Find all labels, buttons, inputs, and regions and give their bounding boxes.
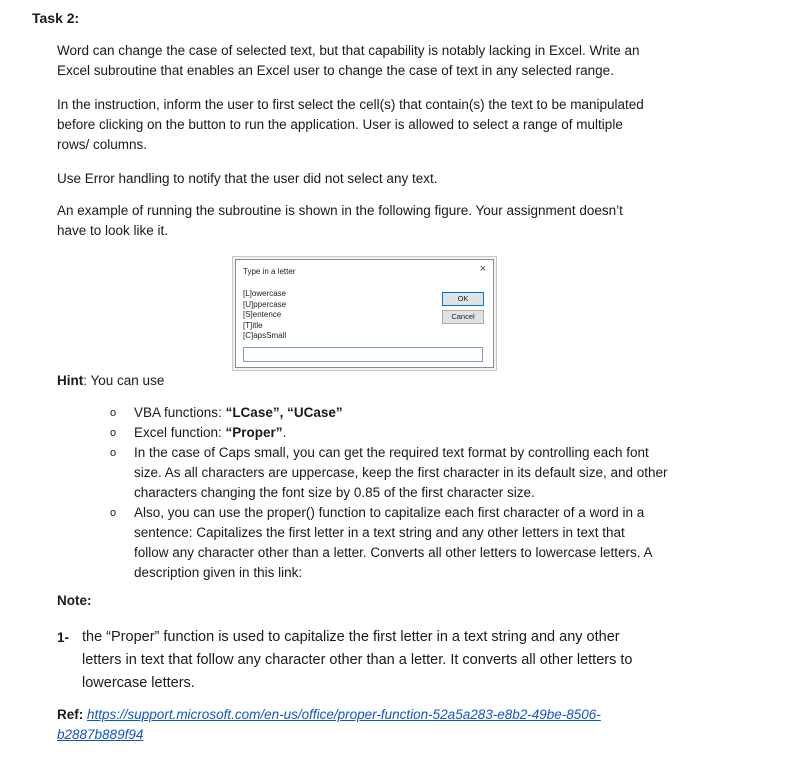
- prompt-line: [U]ppercase: [243, 299, 287, 309]
- paragraph-error-handling: [57, 169, 437, 189]
- paragraph-intro: [57, 41, 640, 81]
- bullet-text: Also, you can use the proper() function to capitalize each first character of a word in a: [134, 505, 645, 520]
- text-line: the “Proper” function is used to capitalize the first letter in a text string and any other: [82, 629, 620, 645]
- bullet-text: description given in this link:: [134, 565, 303, 580]
- text-line: before clicking on the button to run the application. User is allowed to select a range of multiple: [57, 117, 623, 132]
- text-line: rows/ columns.: [57, 137, 148, 152]
- prompt-line: [T]itle: [243, 320, 263, 330]
- bullet-text: VBA functions:: [134, 405, 226, 420]
- bullet-bold: “Proper”: [225, 425, 283, 440]
- note-list: [57, 626, 737, 696]
- dialog-title: Type in a letter: [243, 267, 296, 276]
- note-heading: Note:: [57, 593, 92, 608]
- text-line: In the instruction, inform the user to first select the cell(s) that contain(s) the text to be manipulated: [57, 97, 644, 112]
- text-line: letters in text that follow any character other than a letter. It converts all other letters to: [82, 652, 633, 668]
- bullet-text: size. As all characters are uppercase, keep the first character in its default size, and other: [134, 465, 668, 480]
- hint-text: : You can use: [83, 373, 165, 388]
- bullet-suffix: .: [282, 425, 287, 440]
- text-line: An example of running the subroutine is shown in the following figure. Your assignment doesn’t: [57, 203, 623, 218]
- paragraph-example: [57, 201, 623, 241]
- bullet-text: follow any character other than a letter. Converts all other letters to lowercase letters. A: [134, 545, 653, 560]
- ok-button[interactable]: OK: [442, 292, 484, 306]
- dialog-prompt: [243, 289, 286, 342]
- bullet-text: Excel function:: [134, 425, 226, 440]
- cancel-button[interactable]: Cancel: [442, 310, 484, 324]
- bullet-text: In the case of Caps small, you can get the required text format by controlling each font: [134, 445, 649, 460]
- bullet-text: sentence: Capitalizes the first letter in a text string and any other letters in text that: [134, 525, 625, 540]
- text-line: Use Error handling to notify that the user did not select any text.: [57, 171, 438, 186]
- ref-link-continued[interactable]: b2887b889f94: [57, 727, 144, 742]
- list-item: [110, 503, 668, 583]
- prompt-line: [C]apsSmall: [243, 331, 287, 340]
- text-line: lowercase letters.: [82, 675, 195, 691]
- list-item: [110, 423, 668, 443]
- reference: [57, 705, 601, 745]
- bullet-bold: “LCase”, “UCase”: [225, 405, 343, 420]
- input-dialog: [235, 259, 494, 368]
- text-line: Word can change the case of selected text, but that capability is notably lacking in Excel. Write an: [57, 43, 640, 58]
- list-item: [110, 403, 668, 423]
- bullet-icon: o: [110, 507, 117, 519]
- bullet-text: characters changing the font size by 0.85 of the first character size.: [134, 485, 535, 500]
- letter-input[interactable]: [243, 347, 483, 362]
- task-title: Task 2:: [32, 10, 80, 26]
- hint-bullet-list: [110, 403, 668, 583]
- bullet-icon: o: [110, 427, 117, 439]
- paragraph-instruction: [57, 95, 644, 155]
- hint-label: Hint: [57, 373, 84, 388]
- prompt-line: [S]entence: [243, 310, 282, 319]
- text-line: Excel subroutine that enables an Excel user to change the case of text in any selected range.: [57, 63, 614, 78]
- ref-link[interactable]: https://support.microsoft.com/en-us/office/proper-function-52a5a283-e8b2-49be-8506-: [87, 707, 601, 722]
- note-number: 1-: [57, 630, 70, 645]
- note-text: [82, 626, 632, 695]
- list-item: [110, 443, 668, 503]
- prompt-line: [L]owercase: [243, 289, 287, 298]
- example-figure: [232, 256, 497, 371]
- hint-line: [57, 371, 164, 391]
- ref-label: Ref:: [57, 707, 84, 722]
- close-icon[interactable]: ×: [479, 263, 486, 275]
- bullet-icon: o: [110, 447, 117, 459]
- text-line: have to look like it.: [57, 223, 169, 238]
- bullet-icon: o: [110, 407, 117, 419]
